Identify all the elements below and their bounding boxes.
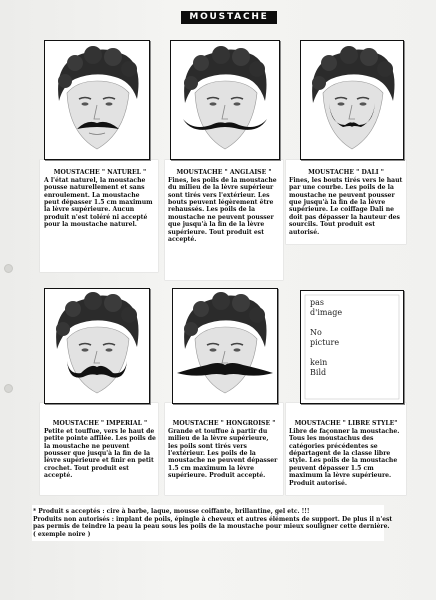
description-dali <box>289 162 403 236</box>
description-naturel <box>44 162 156 229</box>
portrait-anglaise <box>170 40 280 160</box>
item-name-imperial: MOUSTACHE " IMPERIAL " <box>52 420 148 428</box>
item-name-dali: MOUSTACHE " DALI " <box>308 169 384 177</box>
description-libre <box>289 413 403 487</box>
punch-hole <box>4 384 13 393</box>
item-text-naturel: A l'état naturel, la moustache pousse naturellement et sans enroulement. La moustache peut dépasser 1.5 cm maximum la lèvre supérieure. Aucun produit n'est toléré ni accepté pour la moustache naturel. <box>44 176 153 229</box>
portrait-dali <box>300 40 404 160</box>
item-name-naturel: MOUSTACHE " NATUREL " <box>53 169 147 177</box>
item-name-hongroise: MOUSTACHE " HONGROISE " <box>172 420 276 428</box>
portrait-naturel <box>44 40 150 160</box>
portrait-hongroise <box>172 288 278 404</box>
description-hongroise <box>168 413 280 480</box>
item-text-libre: Libre de façonner la moustache. Tous les moustachus des catégories précédentes se départagent de la classe libre style. Les poils de la moustache peuvent dépasser 1.5 cm maximum la lèvre supérieure. Produit autorisé. <box>289 427 400 487</box>
description-imperial <box>44 413 156 480</box>
punch-hole <box>4 264 13 273</box>
item-name-libre: MOUSTACHE " LIBRE STYLE" <box>294 420 398 428</box>
portrait-imperial <box>44 288 150 404</box>
page-title: MOUSTACHE <box>181 11 277 24</box>
item-text-imperial: Petite et touffue, vers le haut de petite pointe affilée. Les poils de la moustache ne peuvent pousser que jusqu'à la fin de la lèvre supérieure et finir en petit crochet. Tout produit est accepté. <box>44 427 156 480</box>
item-text-anglaise: Fines, les poils de la moustache du milieu de la lèvre supérieur sont tirés vers l'extérieur. Les bouts peuvent légèrement être rehaussés. Les poils de la moustache ne peuvent pousser que jusqu'à la fin de la lèvre supérieure. Tout produit est accepté. <box>168 176 277 244</box>
item-text-dali: Fines, les bouts tirés vers le haut par une courbe. Les poils de la moustache ne peuvent pousser que jusqu'à la fin de la lèvre supérieure. Le coiffage Dali ne doit pas dépasser la hauteur des sourcils. Tout produit est autorisé. <box>289 176 403 236</box>
description-anglaise <box>168 162 280 243</box>
item-text-hongroise: Grande et touffue à partir du milieu de la lèvre supérieure, les poils sont tirés vers l'extérieur. Les poils de la moustache ne peuvent dépasser 1.5 cm maximum la lèvre supérieure. Produit accepté. <box>168 427 278 480</box>
item-name-anglaise: MOUSTACHE " ANGLAISE " <box>176 169 272 177</box>
footer-note: * Produit s acceptés : cire à barbe, laque, mousse coiffante, brillantine, gel etc. !!! Produits non autorisés : implant de poils, épingle à cheveux et autres éléments de support. De plus il n'est pas permis de teindre la peau la peau sous les poils de la moustache pour mieux souligner cette dernière. ( exemple noire ) <box>33 508 393 538</box>
no-image-text: pas d'image No picture kein Bild <box>310 298 343 377</box>
